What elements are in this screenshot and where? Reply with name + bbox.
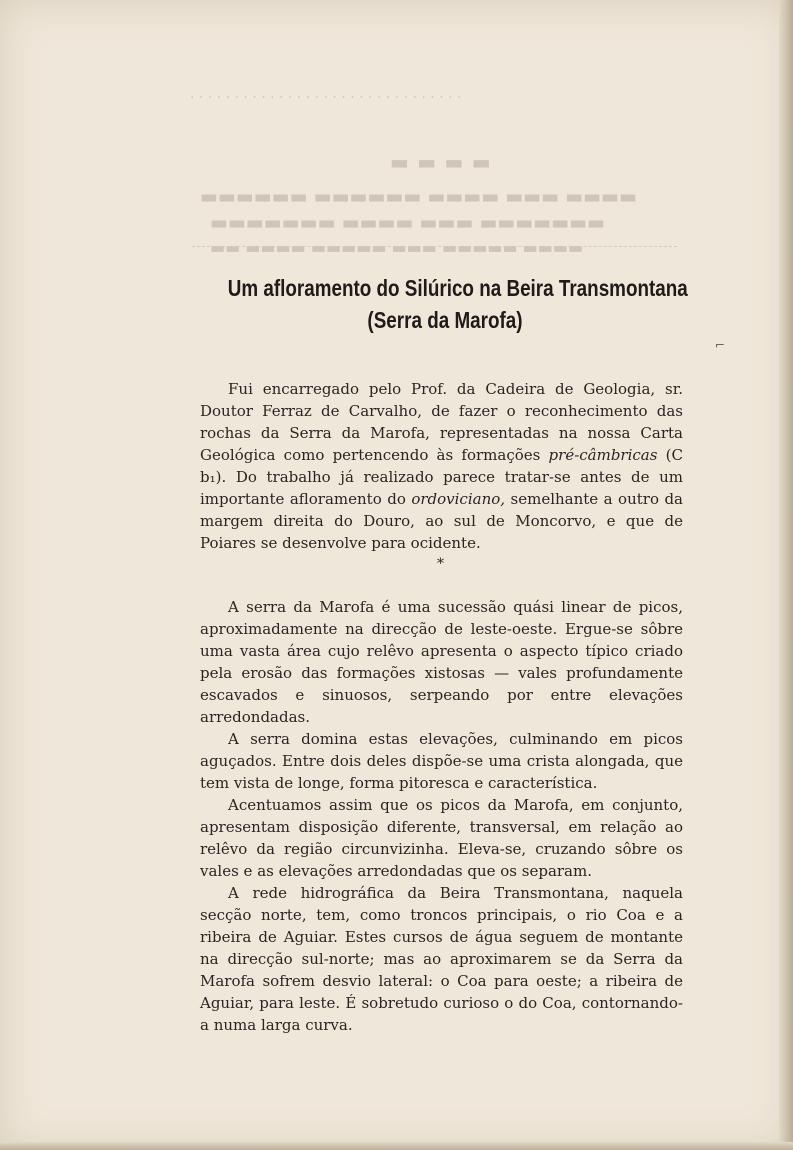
bleed-through-text: ▬▬▬▬▬▬ ▬▬▬▬▬▬ ▬▬▬▬ ▬▬▬ ▬▬▬▬ (200, 186, 638, 208)
paragraph-1-text-b: (C b₁). Do trabalho já realizado parece tratar-se antes de um importante afloramento do (200, 446, 683, 508)
paragraph-1-text-c: semelhante a outro da margem direita do Douro, ao sul de Moncorvo, e que de Poiares se desenvolve para ocidente. (200, 490, 683, 552)
bleed-through-text: · · · · · · · · · · · · · · · · · · · · · · · · · · · · · · · (190, 90, 462, 106)
bleed-through-rule (192, 246, 677, 247)
paragraph-2: A serra da Marofa é uma sucessão quási linear de picos, aproximadamente na direcção de leste-oeste. Ergue-se sôbre uma vasta área cujo relêvo apresenta o aspecto típico criado pela erosão das formações xistosas — vales profundamente escavados e sinuosos, serpeando por entre elevações arredondadas. (200, 598, 683, 726)
bleed-through-text: ▬▬▬▬▬▬▬ ▬▬▬▬ ▬▬▬ ▬▬▬▬▬▬▬ (210, 212, 606, 234)
paragraph-3: A serra domina estas elevações, culminando em picos aguçados. Entre dois deles dispõe-se uma crista alongada, que tem vista de longe, forma pitoresca e característica. (200, 730, 683, 792)
paragraph-4: Acentuamos assim que os picos da Marofa, em conjunto, apresentam disposição diferente, transversal, em relação ao relêvo da região circunvizinha. Eleva-se, cruzando sôbre os vales e as elevações arredondadas que os separam. (200, 796, 683, 880)
paragraph-1 (200, 378, 683, 554)
paragraph-1-text-a: Fui encarregado pelo Prof. da Cadeira de Geologia, sr. Doutor Ferraz de Carvalho, de fazer o reconhecimento das rochas da Serra da Marofa, representadas na nossa Carta Geológica como pertencendo às formações (200, 380, 683, 464)
pencil-mark: ⌐ (715, 338, 726, 352)
section-separator: * (437, 556, 444, 572)
bleed-through-text: ▬ ▬ ▬ ▬ (390, 150, 492, 174)
paragraph-1-italic-2: ordoviciano, (411, 490, 506, 508)
paragraph-5: A rede hidrográfica da Beira Transmontana, naquela secção norte, tem, como troncos principais, o rio Coa e a ribeira de Aguiar. Estes cursos de água seguem de montante na direcção sul-norte; mas ao aproximarem se da Serra da Marofa sofrem desvio lateral: o Coa para oeste; a ribeira de Aguiar, para leste. É sobretudo curioso o do Coa, contornando-a numa larga curva. (200, 884, 683, 1034)
bleed-through-text: ▬▬ ▬▬▬▬ ▬▬▬▬▬ ▬▬▬ ▬▬▬▬▬ ▬▬▬▬ (210, 238, 584, 257)
article-title (227, 272, 688, 336)
page-edge-right (779, 0, 793, 1150)
page-edge-bottom (0, 1142, 793, 1150)
title-line-2: (Serra da Marofa) (367, 307, 523, 333)
title-line-1: Um afloramento do Silúrico na Beira Transmontana (227, 275, 688, 301)
paragraph-1-italic-1: pré-câmbricas (548, 446, 658, 464)
